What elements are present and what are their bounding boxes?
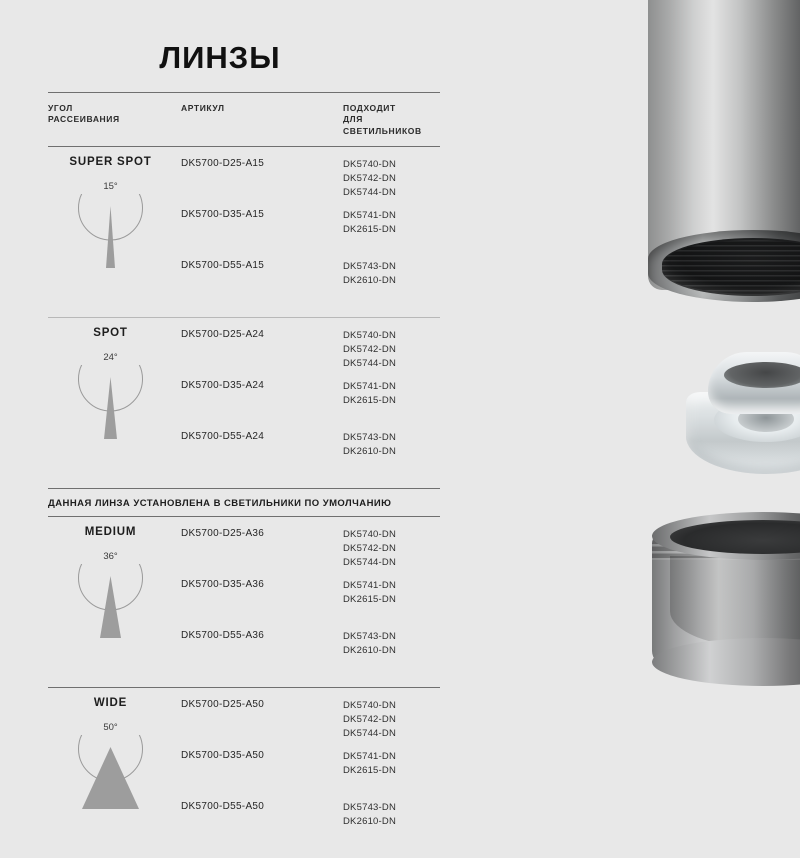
fits-list	[343, 207, 440, 258]
fits-item: DK5744-DN	[343, 727, 397, 739]
fits-item: DK2615-DN	[343, 395, 397, 407]
page-title: ЛИНЗЫ	[159, 40, 281, 75]
fits-item: DK2610-DN	[343, 816, 397, 828]
fits-item: DK2610-DN	[343, 275, 397, 287]
fits-item: DK5742-DN	[343, 714, 397, 726]
group-name: SPOT	[93, 327, 128, 340]
beam-diagram-medium	[48, 564, 173, 642]
lens-element-photo	[686, 352, 800, 474]
group-angle-cell	[48, 156, 181, 309]
lens-table	[48, 92, 440, 858]
fits-list	[343, 258, 440, 309]
column-header-angle	[48, 103, 181, 137]
fits-item: DK5740-DN	[343, 700, 397, 712]
fits-list	[343, 697, 440, 748]
fits-item: DK5743-DN	[343, 631, 397, 643]
fits-item: DK5743-DN	[343, 432, 397, 444]
beam-diagram-super-spot	[48, 194, 173, 272]
group-name: WIDE	[93, 697, 128, 710]
group-rows	[181, 526, 440, 679]
group-angle-cell	[48, 327, 181, 480]
lens-group-super-spot	[48, 147, 440, 317]
article-code: DK5700-D55-A50	[181, 801, 265, 813]
table-row	[181, 799, 440, 850]
table-row	[181, 327, 440, 378]
product-photo-column	[470, 0, 800, 800]
table-row	[181, 697, 440, 748]
column-header-fits-line2: ДЛЯ СВЕТИЛЬНИКОВ	[343, 114, 422, 136]
fits-list	[343, 628, 440, 679]
fits-item: DK5742-DN	[343, 344, 397, 356]
fits-item: DK5741-DN	[343, 210, 397, 222]
fits-item: DK2610-DN	[343, 446, 397, 458]
article-code: DK5700-D25-A15	[181, 158, 265, 170]
column-header-angle-line1: УГОЛ	[48, 103, 73, 113]
fits-list	[343, 156, 440, 207]
fits-item: DK2610-DN	[343, 645, 397, 657]
group-name: MEDIUM	[84, 526, 137, 539]
fits-item: DK5744-DN	[343, 556, 397, 568]
column-header-fits	[343, 103, 440, 137]
table-row	[181, 258, 440, 309]
fits-item: DK2615-DN	[343, 594, 397, 606]
lens-group-wide	[48, 688, 440, 858]
fits-item: DK5740-DN	[343, 159, 397, 171]
fits-item: DK5741-DN	[343, 751, 397, 763]
beam-diagram-spot	[48, 365, 173, 443]
table-row	[181, 429, 440, 480]
fits-item: DK5740-DN	[343, 529, 397, 541]
group-angle-label: 50°	[103, 722, 118, 734]
group-name: SUPER SPOT	[69, 156, 152, 169]
fits-item: DK5740-DN	[343, 330, 397, 342]
fits-list	[343, 577, 440, 628]
fits-list	[343, 526, 440, 577]
group-angle-label: 36°	[103, 551, 118, 563]
article-code: DK5700-D55-A15	[181, 260, 265, 272]
article-code: DK5700-D55-A36	[181, 630, 265, 642]
table-header-row	[48, 93, 440, 146]
beam-diagram-wide	[48, 735, 173, 813]
article-code: DK5700-D25-A36	[181, 528, 265, 540]
fits-item: DK5743-DN	[343, 261, 397, 273]
fits-item: DK5741-DN	[343, 580, 397, 592]
table-row	[181, 378, 440, 429]
column-header-article: АРТИКУЛ	[181, 103, 225, 113]
table-row	[181, 207, 440, 258]
fits-item: DK2615-DN	[343, 765, 397, 777]
fits-list	[343, 327, 440, 378]
article-code: DK5700-D25-A50	[181, 699, 265, 711]
fits-list	[343, 748, 440, 799]
group-angle-label: 24°	[103, 352, 118, 364]
table-row	[181, 526, 440, 577]
lens-dome	[708, 352, 800, 414]
article-code: DK5700-D35-A15	[181, 209, 265, 221]
fits-list	[343, 429, 440, 480]
column-header-angle-line2: РАССЕИВАНИЯ	[48, 114, 120, 125]
group-angle-cell	[48, 526, 181, 679]
fits-item: DK5742-DN	[343, 173, 397, 185]
fits-item: DK5744-DN	[343, 186, 397, 198]
table-row	[181, 628, 440, 679]
article-code: DK5700-D55-A24	[181, 431, 265, 443]
lens-group-medium	[48, 517, 440, 687]
lens-group-spot	[48, 318, 440, 488]
table-row	[181, 577, 440, 628]
fits-item: DK5744-DN	[343, 357, 397, 369]
fits-item: DK5741-DN	[343, 381, 397, 393]
column-header-fits-line1: ПОДХОДИТ	[343, 103, 396, 113]
article-code: DK5700-D35-A24	[181, 380, 265, 392]
group-rows	[181, 327, 440, 480]
table-row	[181, 156, 440, 207]
group-angle-cell	[48, 697, 181, 850]
fits-list	[343, 378, 440, 429]
article-code: DK5700-D25-A24	[181, 329, 265, 341]
group-rows	[181, 697, 440, 850]
article-code: DK5700-D35-A50	[181, 750, 265, 762]
fits-list	[343, 799, 440, 850]
fits-item: DK5743-DN	[343, 802, 397, 814]
group-angle-label: 15°	[103, 181, 118, 193]
group-rows	[181, 156, 440, 309]
table-row	[181, 748, 440, 799]
default-lens-note: ДАННАЯ ЛИНЗА УСТАНОВЛЕНА В СВЕТИЛЬНИКИ ПО УМОЛЧАНИЮ	[48, 498, 392, 510]
fits-item: DK2615-DN	[343, 224, 397, 236]
article-code: DK5700-D35-A36	[181, 579, 265, 591]
fits-item: DK5742-DN	[343, 543, 397, 555]
ring-inner-shadow	[670, 556, 800, 648]
